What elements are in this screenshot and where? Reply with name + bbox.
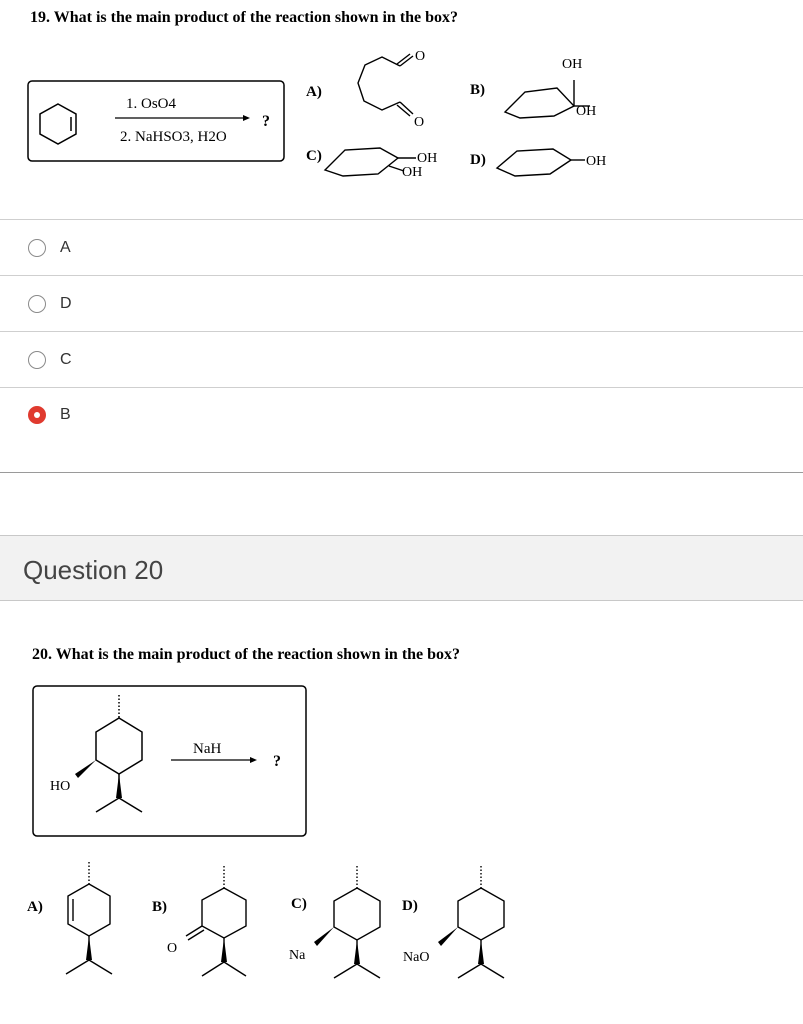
- q20-choice-c-wedge: [354, 940, 360, 964]
- reaction-arrowhead: [243, 115, 250, 121]
- answer-option-d[interactable]: [28, 292, 72, 316]
- reaction-arrowhead-20: [250, 757, 257, 763]
- q20-choice-d-wedge-bond: [438, 927, 458, 946]
- answer-option-a-label: A: [60, 239, 71, 256]
- question-19-prompt: 19. What is the main product of the reaction shown in the box?: [30, 9, 459, 26]
- radio-c[interactable]: [28, 351, 46, 369]
- divider: [0, 275, 803, 276]
- reactant-wedge-bond: [75, 760, 96, 778]
- radio-selected-dot: [34, 412, 40, 418]
- question-20-header: [0, 535, 803, 601]
- choice-d-oh: OH: [586, 154, 607, 169]
- choice-c-label: C): [306, 148, 322, 164]
- reaction-box: [28, 81, 284, 161]
- answer-option-a[interactable]: [28, 236, 71, 260]
- reactant-hydroxyl: HO: [50, 779, 71, 794]
- radio-a[interactable]: [28, 239, 46, 257]
- q20-choice-b-label: B): [152, 899, 167, 915]
- choice-a-oxygen-bottom: O: [414, 115, 425, 130]
- reagent-step-2: 2. NaHSO3, H2O: [120, 129, 227, 145]
- divider: [0, 219, 803, 220]
- question-19-figure: [0, 40, 803, 200]
- choice-d-label: D): [470, 152, 486, 168]
- reaction-box-20: [33, 686, 306, 836]
- q20-choice-a-label: A): [27, 899, 43, 915]
- choice-a-oxygen-top: O: [415, 49, 426, 64]
- reagent-step-1: 1. OsO4: [126, 96, 177, 112]
- answer-option-b-label: B: [60, 406, 71, 423]
- radio-d[interactable]: [28, 295, 46, 313]
- choice-c-oh-2: OH: [402, 165, 423, 180]
- divider: [0, 331, 803, 332]
- question-separator: [0, 472, 803, 473]
- q20-choice-c-wedge-bond: [314, 927, 334, 946]
- choice-a-structure: [358, 54, 413, 116]
- q20-choice-d-nao: NaO: [403, 950, 430, 965]
- reagent-nah: NaH: [193, 741, 222, 757]
- answer-option-d-label: D: [60, 295, 72, 312]
- choice-b-label: B): [470, 82, 485, 98]
- q20-choice-b-oxygen: O: [167, 941, 178, 956]
- choice-b-oh-right: OH: [576, 104, 597, 119]
- radio-b-selected[interactable]: [28, 406, 46, 424]
- choice-a-label: A): [306, 84, 322, 100]
- answer-option-c[interactable]: [28, 348, 72, 372]
- product-question-mark: ?: [262, 113, 270, 130]
- cyclohexene-structure: [40, 104, 76, 144]
- choice-b-oh-top: OH: [562, 57, 583, 72]
- answer-option-c-label: C: [60, 351, 72, 368]
- divider: [0, 387, 803, 388]
- question-20-figure: [0, 680, 803, 1010]
- choice-c-oh-1: OH: [417, 151, 438, 166]
- reactant-isopropyl-wedge: [116, 774, 122, 798]
- q20-choice-a-wedge: [86, 936, 92, 960]
- q20-choice-d-wedge: [478, 940, 484, 964]
- choice-d-structure: [497, 149, 585, 176]
- question-20-prompt: 20. What is the main product of the reaction shown in the box?: [32, 646, 461, 663]
- question-20-title: Question 20: [23, 555, 164, 585]
- answer-option-b[interactable]: [28, 403, 71, 427]
- q20-choice-b-structure: [186, 866, 246, 976]
- q20-choice-c-label: C): [291, 896, 307, 912]
- q20-choice-d-label: D): [402, 898, 418, 914]
- q20-choice-c-na: Na: [289, 948, 306, 963]
- product-question-mark-20: ?: [273, 753, 281, 770]
- q20-choice-b-wedge: [221, 938, 227, 962]
